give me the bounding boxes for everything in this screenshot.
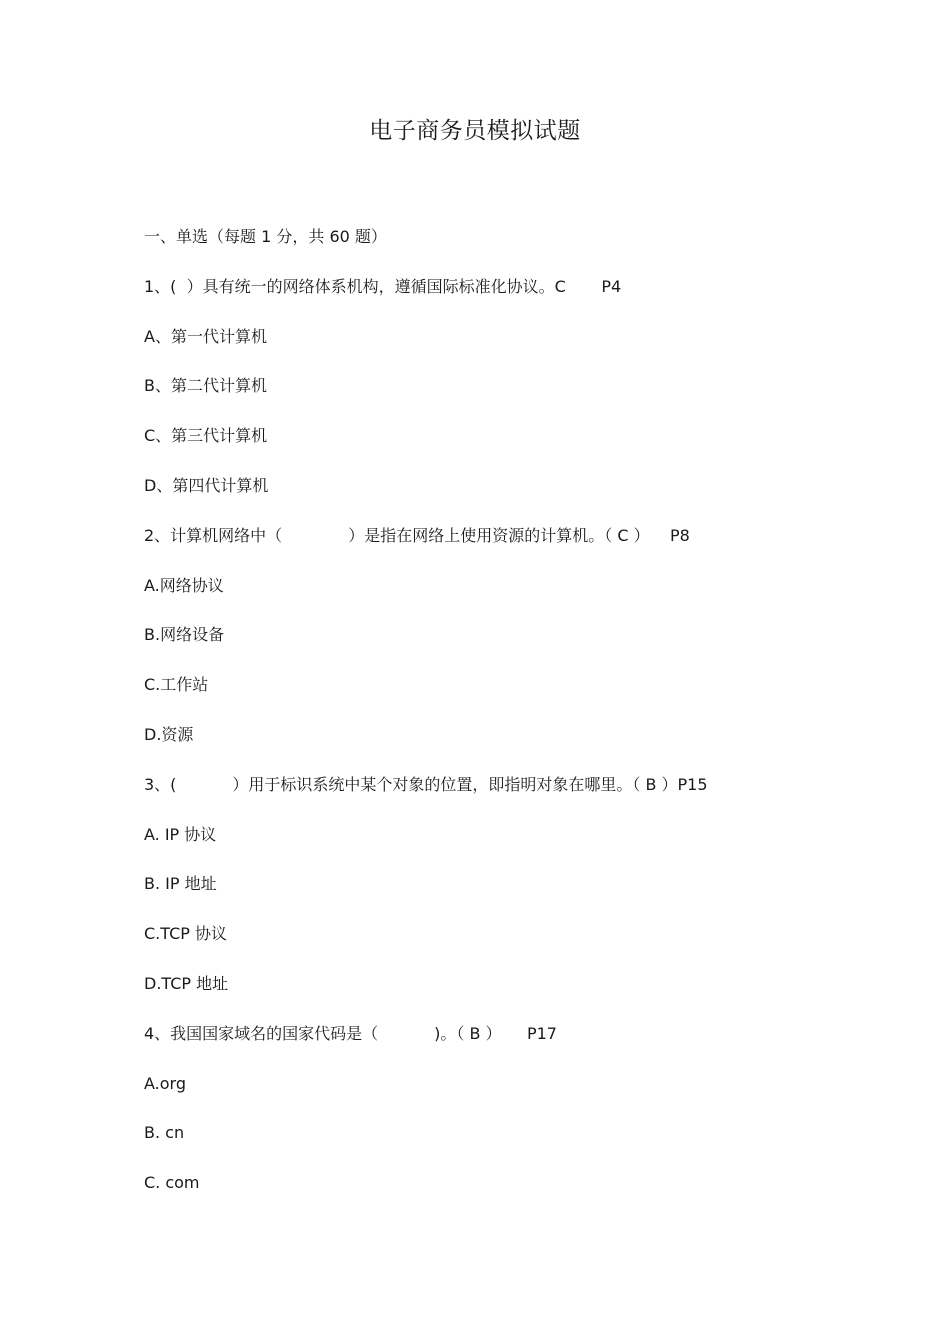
question-4: 4、我国国家域名的国家代码是（ )。（ B ） P17 bbox=[144, 1023, 557, 1043]
question-3-option-d: D.TCP 地址 bbox=[144, 973, 229, 993]
question-4-option-c: C. com bbox=[144, 1173, 200, 1193]
question-1-option-a: A、第一代计算机 bbox=[144, 326, 267, 346]
question-2-option-b: B.网络设备 bbox=[144, 625, 225, 645]
question-4-option-a: A.org bbox=[144, 1073, 186, 1093]
question-2-option-c: C.工作站 bbox=[144, 675, 209, 695]
section-heading: 一、单选（每题 1 分，共 60 题） bbox=[144, 227, 387, 246]
question-4-option-b: B. cn bbox=[144, 1123, 185, 1143]
question-2-option-d: D.资源 bbox=[144, 724, 194, 744]
question-list bbox=[144, 222, 844, 1218]
question-1-option-b: B、第二代计算机 bbox=[144, 376, 267, 396]
question-3: 3、( ）用于标识系统中某个对象的位置，即指明对象在哪里。（ B ）P15 bbox=[144, 774, 708, 794]
question-1: 1、( ）具有统一的网络体系机构，遵循国际标准化协议。C P4 bbox=[144, 276, 622, 296]
question-2-option-a: A.网络协议 bbox=[144, 575, 224, 595]
question-1-option-d: D、第四代计算机 bbox=[144, 475, 269, 495]
page-title: 电子商务员模拟试题 bbox=[369, 118, 581, 144]
question-2: 2、计算机网络中（ ）是指在网络上使用资源的计算机。（ C ） P8 bbox=[144, 525, 690, 545]
question-1-option-c: C、第三代计算机 bbox=[144, 426, 268, 446]
question-3-option-c: C.TCP 协议 bbox=[144, 924, 228, 944]
question-3-option-a: A. IP 协议 bbox=[144, 824, 217, 844]
question-3-option-b: B. IP 地址 bbox=[144, 874, 217, 894]
